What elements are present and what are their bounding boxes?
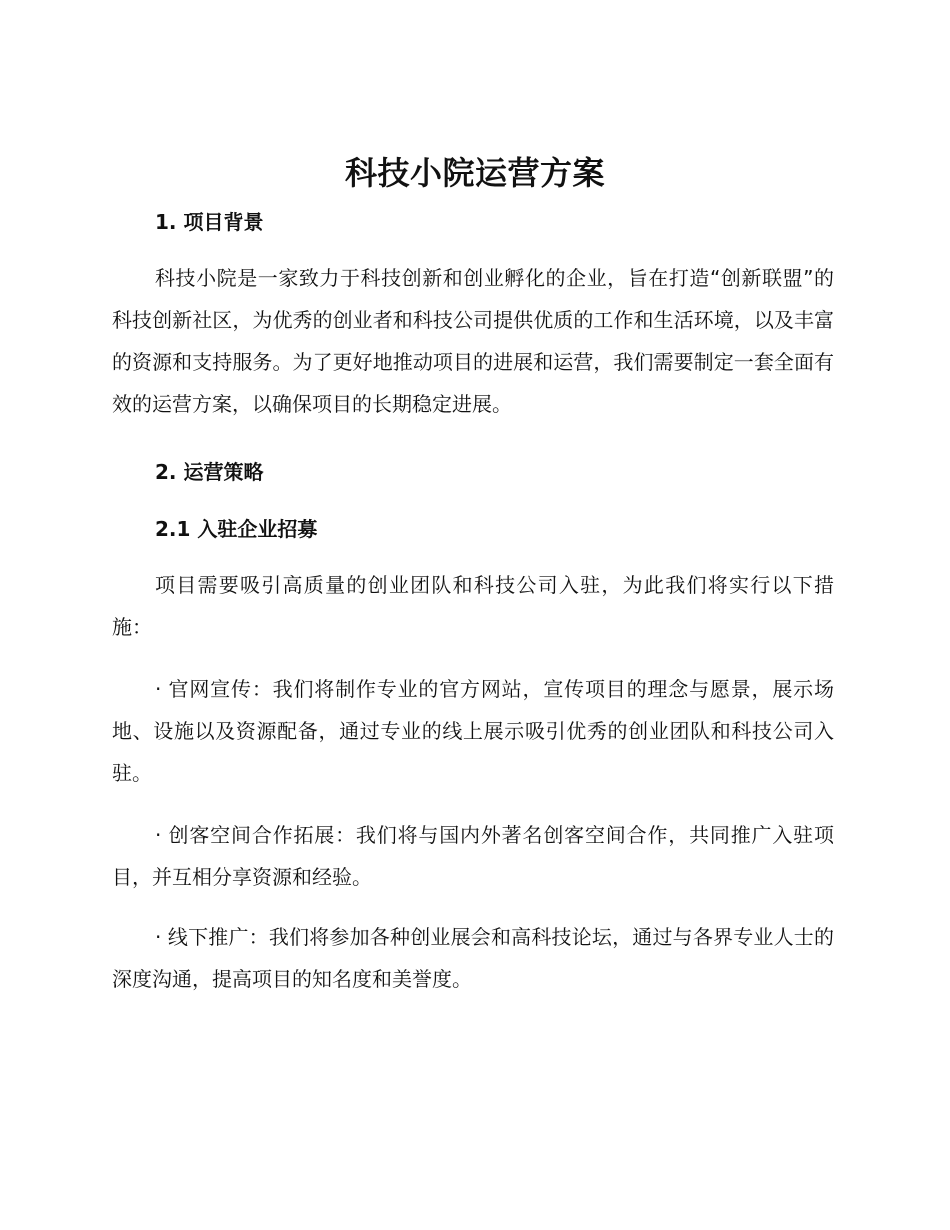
paragraph-project-background: 科技小院是一家致力于科技创新和创业孵化的企业，旨在打造“创新联盟”的科技创新社区，为优秀的创业者和科技公司提供优质的工作和生活环境，以及丰富的资源和支持服务。为了更好地推动项目的进展和运营，我们需要制定一套全面有效的运营方案，以确保项目的长期稳定进展。 bbox=[112, 266, 834, 416]
paragraph-recruitment-intro: 项目需要吸引高质量的创业团队和科技公司入驻，为此我们将实行以下措施： bbox=[112, 573, 834, 639]
section-heading-operation-strategy: 2. 运营策略 bbox=[155, 460, 264, 484]
section-heading-tenant-recruitment: 2.1 入驻企业招募 bbox=[155, 517, 318, 541]
document-title: 科技小院运营方案 bbox=[344, 154, 605, 192]
bullet-item-website-promotion: · 官网宣传：我们将制作专业的官方网站，宣传项目的理念与愿景，展示场地、设施以及资源配备，通过专业的线上展示吸引优秀的创业团队和科技公司入驻。 bbox=[112, 677, 834, 785]
bullet-item-offline-promotion: · 线下推广：我们将参加各种创业展会和高科技论坛，通过与各界专业人士的深度沟通，提高项目的知名度和美誉度。 bbox=[112, 925, 834, 991]
section-heading-project-background: 1. 项目背景 bbox=[155, 210, 264, 234]
bullet-item-maker-space-cooperation: · 创客空间合作拓展：我们将与国内外著名创客空间合作，共同推广入驻项目，并互相分享资源和经验。 bbox=[112, 823, 834, 889]
